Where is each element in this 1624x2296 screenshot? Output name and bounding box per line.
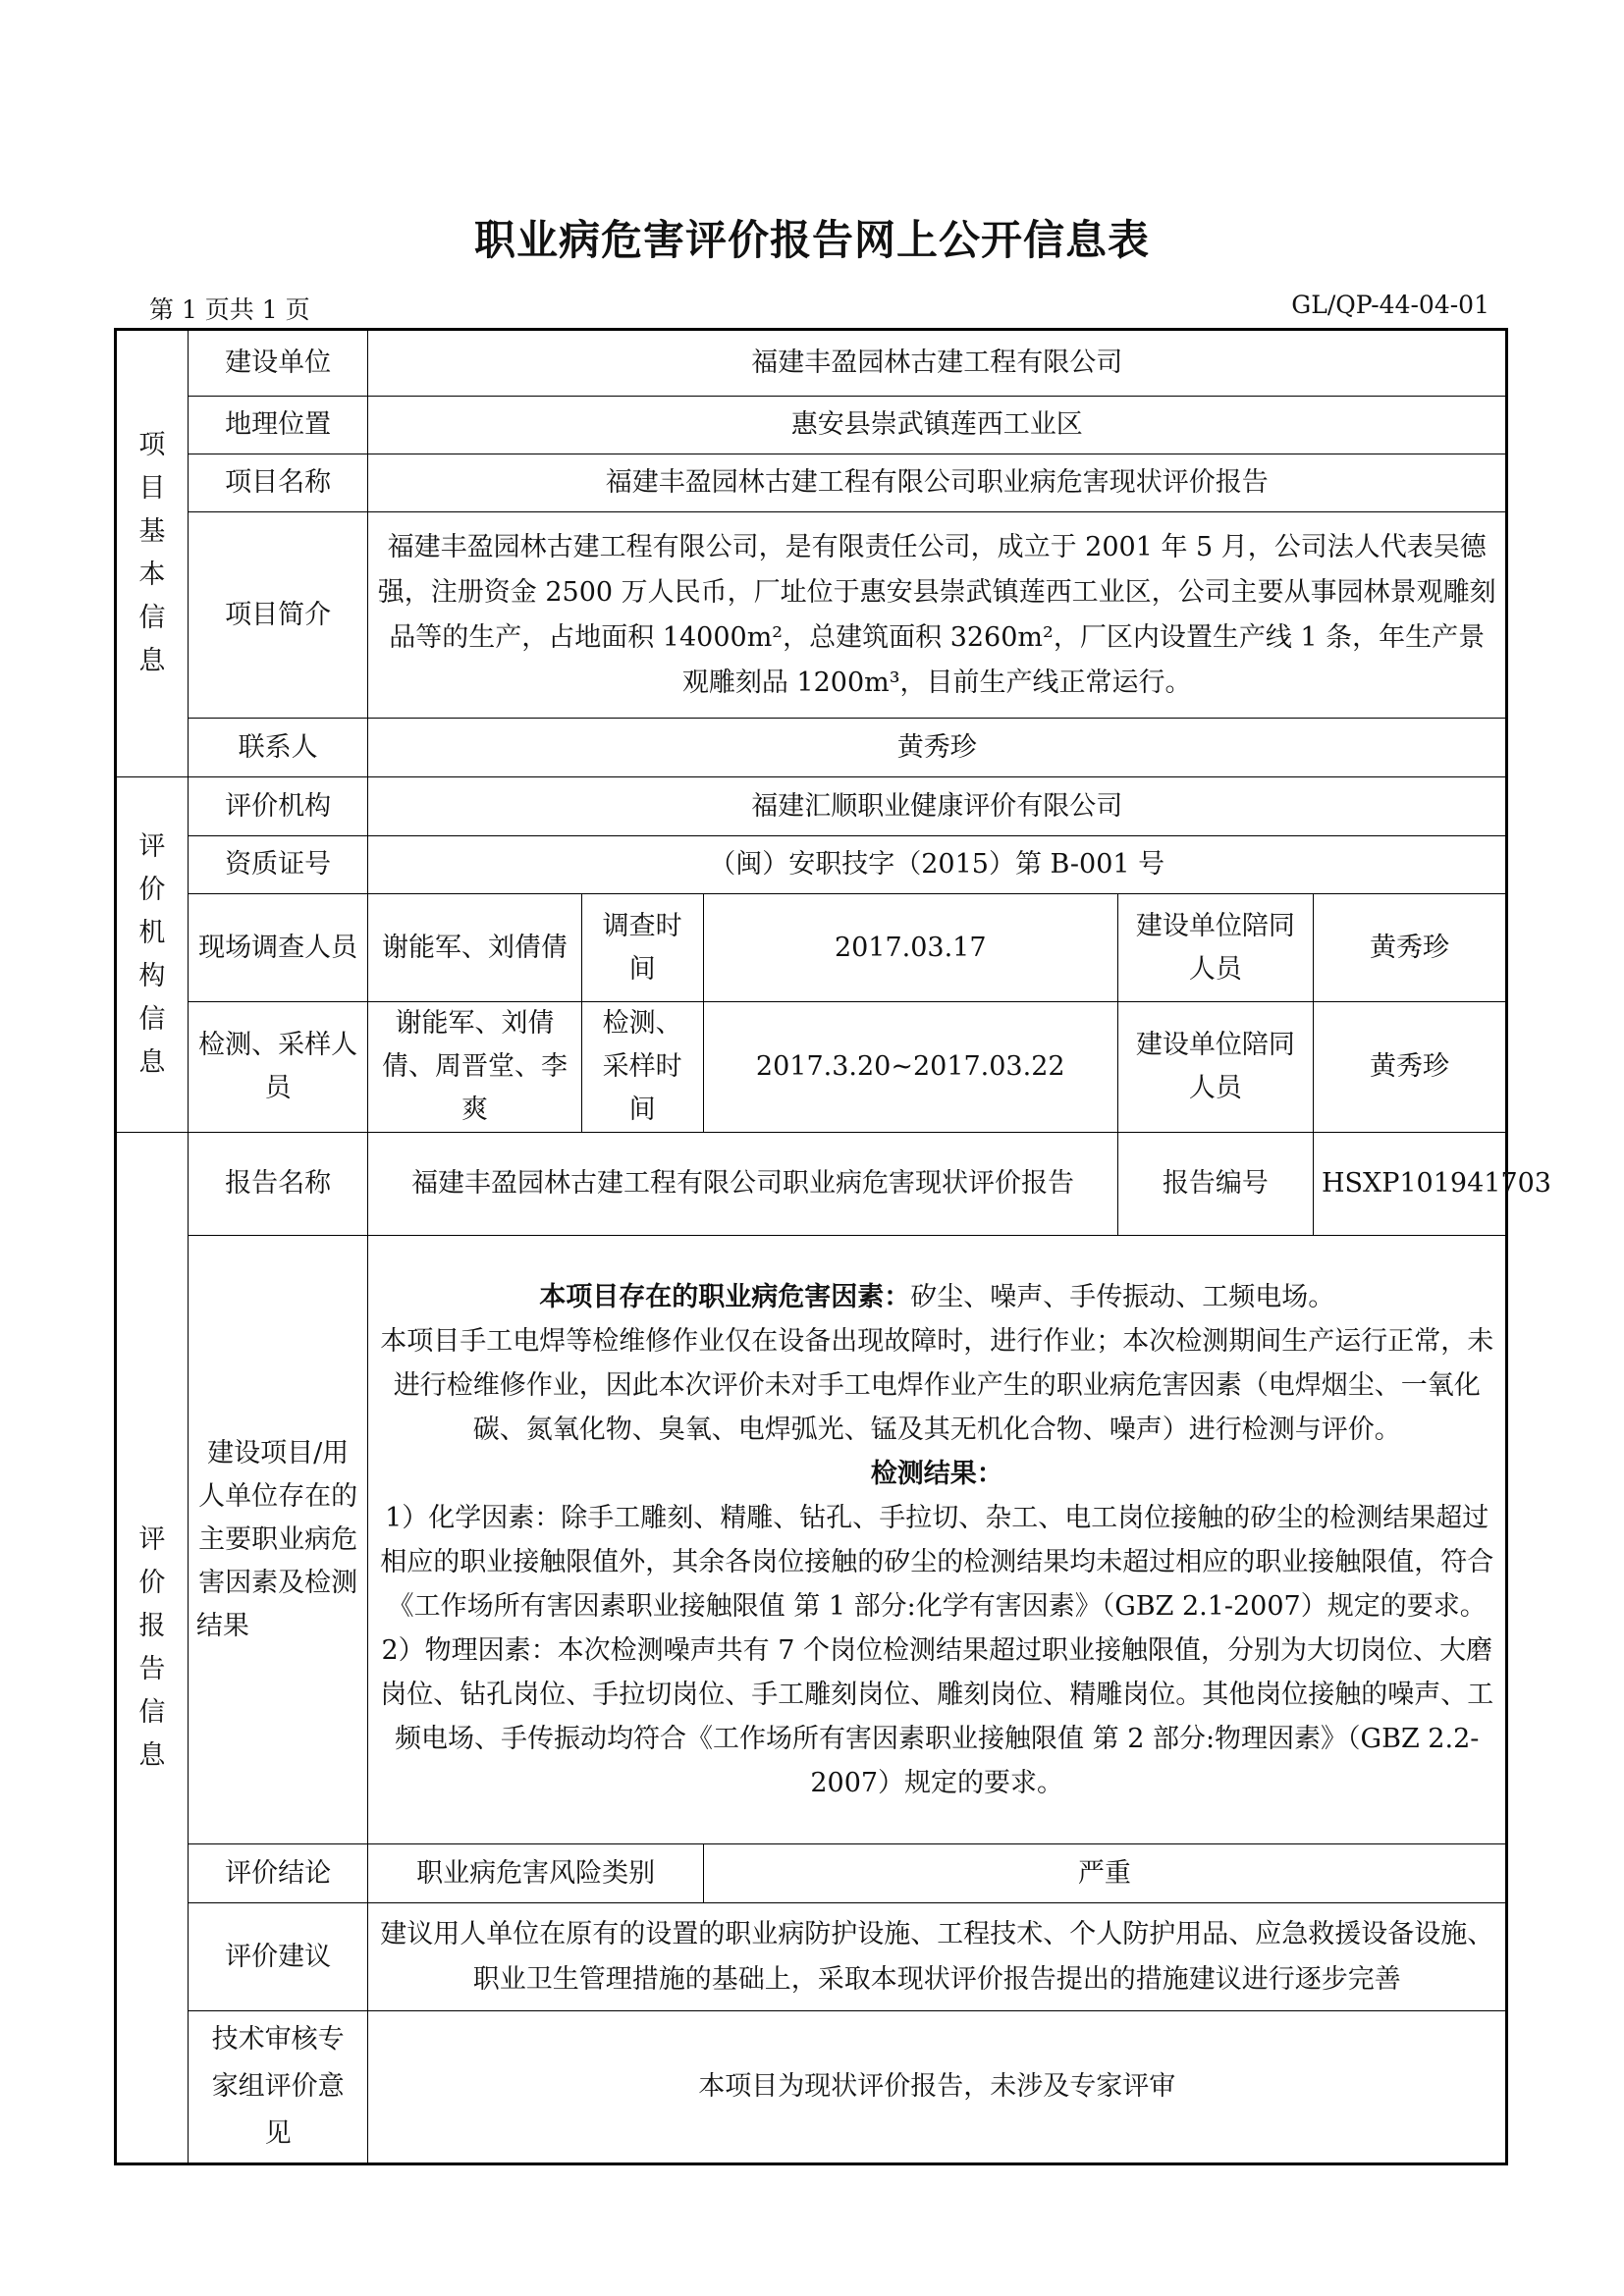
section-basic-info: 项 目 基 本 信 息 (116, 330, 189, 777)
hazards-list: 矽尘、噪声、手传振动、工频电场。 (910, 1281, 1335, 1312)
row-location (116, 397, 1507, 454)
accompany-label-2: 建设单位陪同人员 (1117, 1002, 1313, 1133)
row-conclusion (116, 1844, 1507, 1903)
risk-label: 职业病危害风险类别 (368, 1844, 703, 1903)
location-value: 惠安县崇武镇莲西工业区 (368, 397, 1507, 454)
survey-time-label: 调查时间 (581, 894, 703, 1002)
contact-label: 联系人 (188, 719, 368, 777)
agency-label: 评价机构 (188, 777, 368, 836)
row-review (116, 2011, 1507, 2164)
conclusion-label: 评价结论 (188, 1844, 368, 1903)
cert-value: （闽）安职技字（2015）第 B-001 号 (368, 836, 1507, 894)
hazards-label: 建设项目/用人单位存在的主要职业病危害因素及检测结果 (188, 1236, 368, 1844)
report-name-value: 福建丰盈园林古建工程有限公司职业病危害现状评价报告 (368, 1133, 1117, 1236)
report-no-value: HSXP101941703 (1313, 1133, 1506, 1236)
row-advice (116, 1903, 1507, 2011)
result-physical: 2）物理因素：本次检测噪声共有 7 个岗位检测结果超过职业接触限值，分别为大切岗位、大磨岗位、钻孔岗位、手拉切岗位、手工雕刻岗位、雕刻岗位、精雕岗位。其他岗位接触的噪声、工频电场、手传振动均符合《工作场所有害因素职业接触限值 第 2 部分:物理因素》（GBZ 2.2-2007）规定的要求。 (380, 1634, 1494, 1798)
row-contact (116, 719, 1507, 777)
sampling-staff-label: 检测、采样人员 (188, 1002, 368, 1133)
location-label: 地理位置 (188, 397, 368, 454)
result-chemical: 1）化学因素：除手工雕刻、精雕、钻孔、手拉切、杂工、电工岗位接触的矽尘的检测结果超过相应的职业接触限值外，其余各岗位接触的矽尘的检测结果均未超过相应的职业接触限值，符合《工作场所有害因素职业接触限值 第 1 部分:化学有害因素》（GBZ 2.1-2007）规定的要求。 (380, 1502, 1494, 1622)
builder-label: 建设单位 (188, 330, 368, 397)
accompany-value-1: 黄秀珍 (1313, 894, 1506, 1002)
report-name-label: 报告名称 (188, 1133, 368, 1236)
row-cert (116, 836, 1507, 894)
hazards-heading: 本项目存在的职业病危害因素： (539, 1281, 911, 1312)
intro-value: 福建丰盈园林古建工程有限公司，是有限责任公司，成立于 2001 年 5 月，公司法人代表吴德强，注册资金 2500 万人民币，厂址位于惠安县崇武镇莲西工业区，公司主要从事园林景观雕刻品等的生产，占地面积 14000m²，总建筑面积 3260m²，厂区内设置生产线 1 条，年生产景观雕刻品 1200m³，目前生产线正常运行。 (368, 512, 1507, 719)
page-title: 职业病危害评价报告网上公开信息表 (473, 216, 1150, 264)
review-value: 本项目为现状评价报告，未涉及专家评审 (368, 2011, 1507, 2164)
row-agency (116, 777, 1507, 836)
agency-value: 福建汇顺职业健康评价有限公司 (368, 777, 1507, 836)
review-label: 技术审核专家组评价意见 (188, 2011, 368, 2164)
info-table (114, 328, 1551, 2165)
row-builder (116, 330, 1507, 397)
row-sampling (116, 1002, 1507, 1133)
builder-value: 福建丰盈园林古建工程有限公司 (368, 330, 1507, 397)
project-name-label: 项目名称 (188, 454, 368, 512)
survey-time-value: 2017.03.17 (703, 894, 1117, 1002)
section-agency-info: 评 价 机 构 信 息 (116, 777, 189, 1133)
risk-value: 严重 (703, 1844, 1506, 1903)
sampling-staff-value: 谢能军、刘倩倩、周晋堂、李爽 (368, 1002, 581, 1133)
sampling-time-label: 检测、采样时间 (581, 1002, 703, 1133)
section-report-info: 评 价 报 告 信 息 (116, 1133, 189, 2164)
contact-value: 黄秀珍 (368, 719, 1507, 777)
intro-label: 项目简介 (188, 512, 368, 719)
row-hazards (116, 1236, 1507, 1844)
row-survey (116, 894, 1507, 1002)
row-report-name (116, 1133, 1507, 1236)
project-name-value: 福建丰盈园林古建工程有限公司职业病危害现状评价报告 (368, 454, 1507, 512)
sampling-time-value: 2017.3.20~2017.03.22 (703, 1002, 1117, 1133)
row-project-name (116, 454, 1507, 512)
hazards-content (368, 1236, 1507, 1844)
advice-label: 评价建议 (188, 1903, 368, 2011)
document-number: GL/QP-44-04-01 (1291, 291, 1489, 319)
survey-staff-value: 谢能军、刘倩倩 (368, 894, 581, 1002)
hazards-note: 本项目手工电焊等检维修作业仅在设备出现故障时，进行作业；本次检测期间生产运行正常，未进行检维修作业，因此本次评价未对手工电焊作业产生的职业病危害因素（电焊烟尘、一氧化碳、氮氧化物、臭氧、电焊弧光、锰及其无机化合物、噪声）进行检测与评价。 (380, 1325, 1494, 1445)
row-intro (116, 512, 1507, 719)
results-heading: 检测结果： (870, 1458, 1003, 1489)
accompany-value-2: 黄秀珍 (1313, 1002, 1506, 1133)
accompany-label-1: 建设单位陪同人员 (1117, 894, 1313, 1002)
survey-staff-label: 现场调查人员 (188, 894, 368, 1002)
page-info: 第 1 页共 1 页 (149, 295, 310, 324)
report-no-label: 报告编号 (1117, 1133, 1313, 1236)
cert-label: 资质证号 (188, 836, 368, 894)
advice-value: 建议用人单位在原有的设置的职业病防护设施、工程技术、个人防护用品、应急救援设备设施、职业卫生管理措施的基础上，采取本现状评价报告提出的措施建议进行逐步完善 (368, 1903, 1507, 2011)
